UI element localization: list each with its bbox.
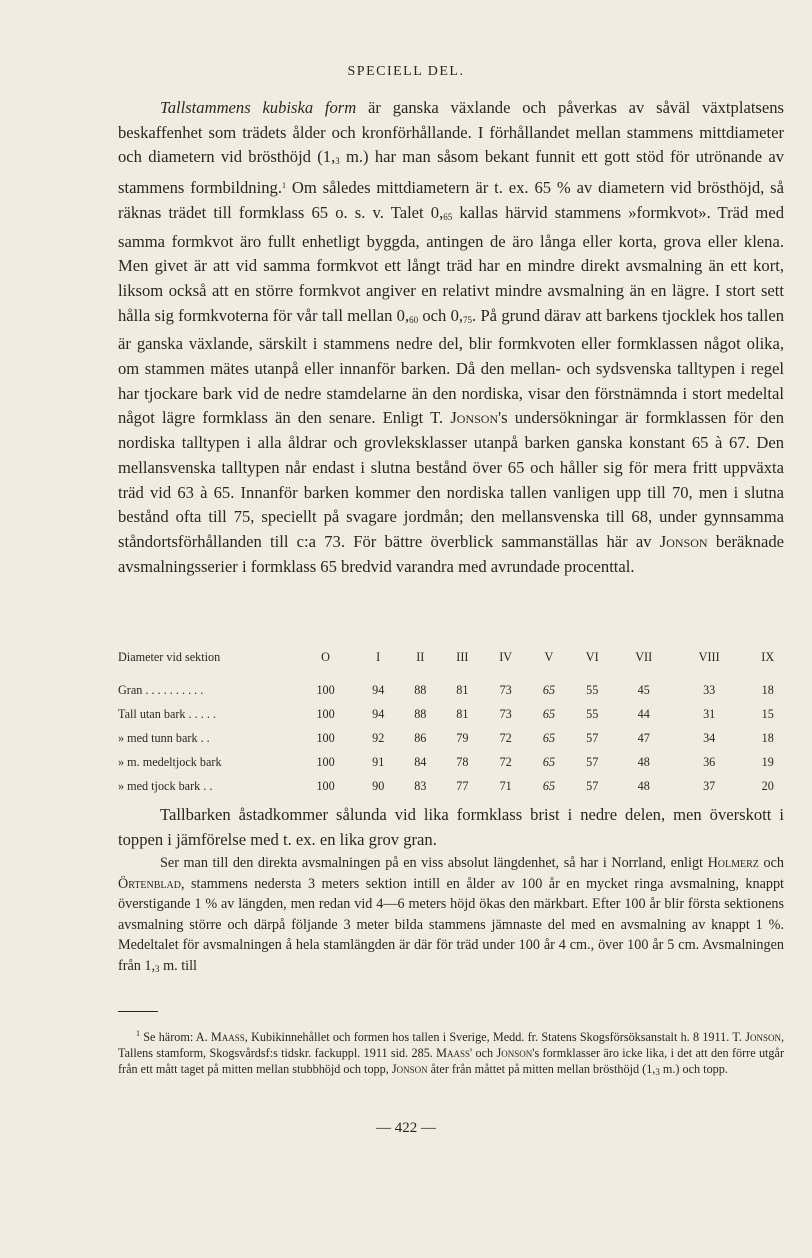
author-name: Maass — [436, 1046, 471, 1060]
table-cell: 78 — [456, 754, 469, 769]
table-cell: 72 — [499, 754, 512, 769]
footnote-mark: 1 — [136, 1029, 140, 1038]
paragraph-taper: Ser man till den direkta avsmalningen på en viss absolut längdenhet, så har i Norrland, enligt Holmerz och Örtenblad, stammens nedersta 3 meters sektion intill en ålder av 100 år en mycket ringa avsmalning, knappt överstigande 1 % av längden, men redan vid 4—6 meters höjd ökas den märkbart. Efter 100 år blir första sektionens avsmalning större och därpå följande 3 meter bilda stammens jämnaste del med en avsmalning av knappt 1 %. Medeltalet för avsmalningen å hela stamlängden är där för träd under 100 år 4 cm., över 100 år 5 cm. Avsmalningen från $1,_3$ m. till — [118, 855, 784, 974]
table-cell: 81 — [456, 706, 469, 721]
table-cell: 55 — [586, 682, 599, 697]
row-label: » m. medeltjock bark — [118, 754, 222, 769]
column-header: O — [321, 650, 330, 664]
author-name: Jonson — [450, 408, 499, 428]
column-header: III — [456, 650, 469, 664]
table-cell: 83 — [414, 778, 427, 793]
table-row — [118, 726, 790, 750]
row-label: » med tunn bark . . — [118, 730, 210, 745]
column-header: VI — [585, 650, 599, 664]
footnote: $^1$ Se härom: A. Maass, Kubikinnehållet och formen hos tallen i Sverige, Medd. fr. Statens Skogsförsöksanstalt h. 8 1911. T. Jonson, Tallens stamform, Skogsvårdsf:s tidskr. fackuppl. 1911 sid. 285. Maass' och Jonson's formklasser äro icke lika, i det att den förre utgår från ett mått taget på mitten mellan stubbhöjd och topp, Jonson åter från måttet på mitten mellan brösthöjd ($1,_3$ m.) och topp. — [118, 1029, 784, 1077]
column-header: V — [544, 650, 554, 664]
table-row — [118, 774, 790, 798]
table-cell: 36 — [703, 754, 716, 769]
page-number: — 422 — — [376, 1120, 436, 1136]
column-header: II — [416, 650, 425, 664]
table-cell: 19 — [761, 754, 774, 769]
table-cell: 48 — [637, 778, 650, 793]
table-cell: 86 — [414, 730, 427, 745]
footnote-mark: 1 — [281, 181, 286, 191]
table-label-header: Diameter vid sektion — [118, 650, 221, 664]
row-label: Gran . . . . . . . . . . — [118, 682, 204, 697]
table-cell: 72 — [499, 730, 512, 745]
table-cell: 79 — [456, 730, 469, 745]
table-cell: 47 — [637, 730, 650, 745]
column-header: VII — [635, 650, 653, 664]
column-header: VIII — [698, 650, 720, 664]
row-label: Tall utan bark . . . . . — [118, 706, 216, 721]
table-cell: 100 — [316, 754, 335, 769]
table-cell: 88 — [414, 682, 427, 697]
table-cell: 71 — [499, 778, 512, 793]
table-cell: 55 — [586, 706, 599, 721]
paragraph-bark: Tallbarken åstadkommer sålunda vid lika formklass brist i nedre delen, men överskott i toppen i jämförelse med t. ex. en lika grov gran. — [118, 805, 784, 849]
author-name: Jonson — [745, 1030, 781, 1044]
table-cell: 18 — [761, 682, 774, 697]
table-cell: 57 — [586, 754, 599, 769]
column-header: IX — [761, 650, 775, 664]
table-cell: 88 — [414, 706, 427, 721]
table-cell: 15 — [761, 706, 774, 721]
table-cell: 94 — [372, 706, 385, 721]
author-name: Jonson — [391, 1062, 428, 1076]
table-header-row — [118, 648, 790, 678]
author-name: Jonson — [659, 531, 708, 551]
lead-phrase: Tallstammens kubiska form — [160, 98, 357, 117]
table-cell: 65 — [542, 778, 556, 793]
row-label: » med tjock bark . . — [118, 778, 213, 793]
table-cell: 100 — [316, 778, 335, 793]
table-cell: 77 — [456, 778, 469, 793]
table-cell: 90 — [372, 778, 385, 793]
table-cell: 84 — [414, 754, 427, 769]
table-cell: 65 — [542, 682, 556, 697]
paragraph-form: Tallstammens kubiska form är ganska växlande och påverkas av såväl växtplatsens beskaffenhet som trädets ålder och kronförhållande. I förhållandet mellan stammens mittdiameter och diametern vid brösthöjd ($1,_3$ m.) har man såsom bekant funnit ett gott stöd för utrönande av stammens formbildning.$^1$ Om således mittdiametern är t. ex. 65 % av diametern vid brösthöjd, så räknas trädet till formklass 65 o. s. v. Talet $0,_{65}$ kallas härvid stammens »formkvot». Träd med samma formkvot äro fullt enhetligt byggda, antingen de äro långa eller korta, grova eller klena. Men givet är att vid samma formkvot ett långt träd har en mindre direkt avsmalning än ett kort, liksom också att en större formkvot angiver en relativt mindre avsmalning än en lägre. I stort sett hålla sig formkvoterna för vår tall mellan $0,_{60}$ och $0,_{75}$. På grund därav att barkens tjocklek hos tallen är ganska växlande, särskilt i stammens nedre del, blir formkvoten eller formklassen något olika, om stammen mätes utanpå eller innanför barken. Då den mellan- och sydsvenska talltypen i regel har tjockare bark vid de nedre stamdelarne än den nordiska, visar den förstnämnda i stort medeltal något lägre formklass än den senare. Enligt T. Jonson's undersökningar är formklassen för den nordiska talltypen i alla åldrar och grovleksklasser utanpå barken ganska konstant 65 à 67. Den mellansvenska talltypen når endast i slutna bestånd över 65 och håller sig för mera fritt uppväxta träd vid 63 à 65. Innanför barken kommer den nordiska tallen vanligen upp till 70, men i slutna bestånd ofta till 75, speciellt på svagare jordmån; den mellansvenska till 68, under gynnsamma ståndortsförhållanden till c:a 73. För bättre överblick sammanställas här av Jonson beräknade avsmalningsserier i formklass 65 bredvid varandra med avrundade procenttal. — [118, 98, 785, 576]
table-cell: 91 — [372, 754, 385, 769]
table-cell: 65 — [542, 754, 556, 769]
footnote-rule — [118, 1011, 158, 1012]
table-cell: 73 — [499, 682, 512, 697]
table-cell: 31 — [703, 706, 716, 721]
author-name: Maass — [210, 1030, 245, 1044]
table-cell: 100 — [316, 730, 335, 745]
table-cell: 57 — [586, 730, 599, 745]
table-row — [118, 678, 790, 702]
table-cell: 65 — [542, 706, 556, 721]
running-header: SPECIELL DEL. — [347, 64, 465, 79]
author-name: Örtenblad — [118, 875, 181, 892]
table-row — [118, 750, 790, 774]
table-cell: 100 — [316, 682, 335, 697]
table-cell: 44 — [637, 706, 650, 721]
table-cell: 94 — [372, 682, 385, 697]
table-cell: 48 — [637, 754, 650, 769]
table-cell: 92 — [372, 730, 385, 745]
table-cell: 37 — [703, 778, 716, 793]
table-cell: 57 — [586, 778, 599, 793]
table-cell: 20 — [761, 778, 774, 793]
table-cell: 18 — [761, 730, 774, 745]
author-name: Holmerz — [707, 855, 759, 871]
table-row — [118, 702, 790, 726]
taper-table — [118, 648, 790, 798]
table-cell: 73 — [499, 706, 512, 721]
table-cell: 34 — [703, 730, 716, 745]
table-cell: 100 — [316, 706, 335, 721]
table-cell: 45 — [637, 682, 650, 697]
table-cell: 33 — [703, 682, 716, 697]
column-header: IV — [499, 650, 513, 664]
table-cell: 65 — [542, 730, 556, 745]
author-name: Jonson — [496, 1046, 533, 1060]
column-header: I — [376, 650, 381, 664]
table-cell: 81 — [456, 682, 469, 697]
